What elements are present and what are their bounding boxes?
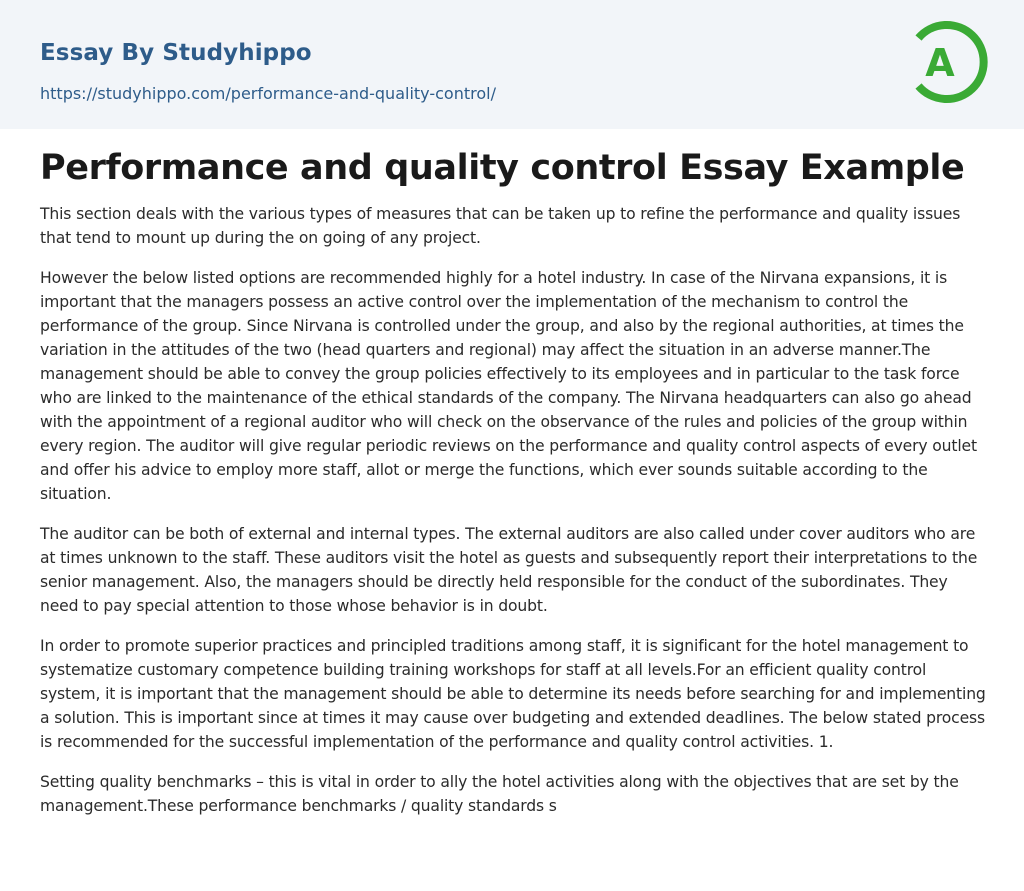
site-brand[interactable]: Essay By Studyhippo [40, 40, 312, 66]
article-paragraph-3: The auditor can be both of external and internal types. The external auditors are also called under cover auditors who are at times unknown to the staff. These auditors visit the hotel as guests and subsequently report their interpretations to the senior management. Also, the managers should be directly held responsible for the conduct of the subordinates. They need to pay special attention to those whose behavior is in doubt. [40, 525, 978, 615]
article-paragraph-5: Setting quality benchmarks – this is vital in order to ally the hotel activities along with the objectives that are set by the management.These performance benchmarks / quality standards s [40, 773, 959, 815]
studyhippo-logo-icon[interactable] [910, 18, 988, 106]
article-content [40, 142, 986, 834]
article-paragraph-2: However the below listed options are recommended highly for a hotel industry. In case of the Nirvana expansions, it is important that the managers possess an active control over the implementation of the mechanism to control the performance of the group. Since Nirvana is controlled under the group, and also by the regional authorities, at times the variation in the attitudes of the two (head quarters and regional) may affect the situation in an adverse manner.The management should be able to convey the group policies effectively to its employees and in particular to the task force who are linked to the maintenance of the ethical standards of the company. The Nirvana headquarters can also go ahead with the appointment of a regional auditor who will check on the observance of the rules and policies of the group within every region. The auditor will give regular periodic reviews on the performance and quality control aspects of every outlet and offer his advice to employ more staff, allot or merge the functions, which ever sounds suitable according to the situation. [40, 269, 977, 503]
article-paragraph-1: This section deals with the various types of measures that can be taken up to refine the performance and quality issues that tend to mount up during the on going of any project. [40, 205, 961, 247]
logo-letter: A [925, 41, 955, 85]
site-header [0, 0, 1024, 129]
page-url-link[interactable]: https://studyhippo.com/performance-and-quality-control/ [40, 84, 496, 103]
page-title: Performance and quality control Essay Example [40, 148, 965, 188]
article-paragraph-4: In order to promote superior practices and principled traditions among staff, it is significant for the hotel management to systematize customary competence building training workshops for staff at all levels.For an efficient quality control system, it is important that the management should be able to determine its needs before searching for and implementing a solution. This is important since at times it may cause over budgeting and extended deadlines. The below stated process is recommended for the successful implementation of the performance and quality control activities. 1. [40, 637, 986, 751]
